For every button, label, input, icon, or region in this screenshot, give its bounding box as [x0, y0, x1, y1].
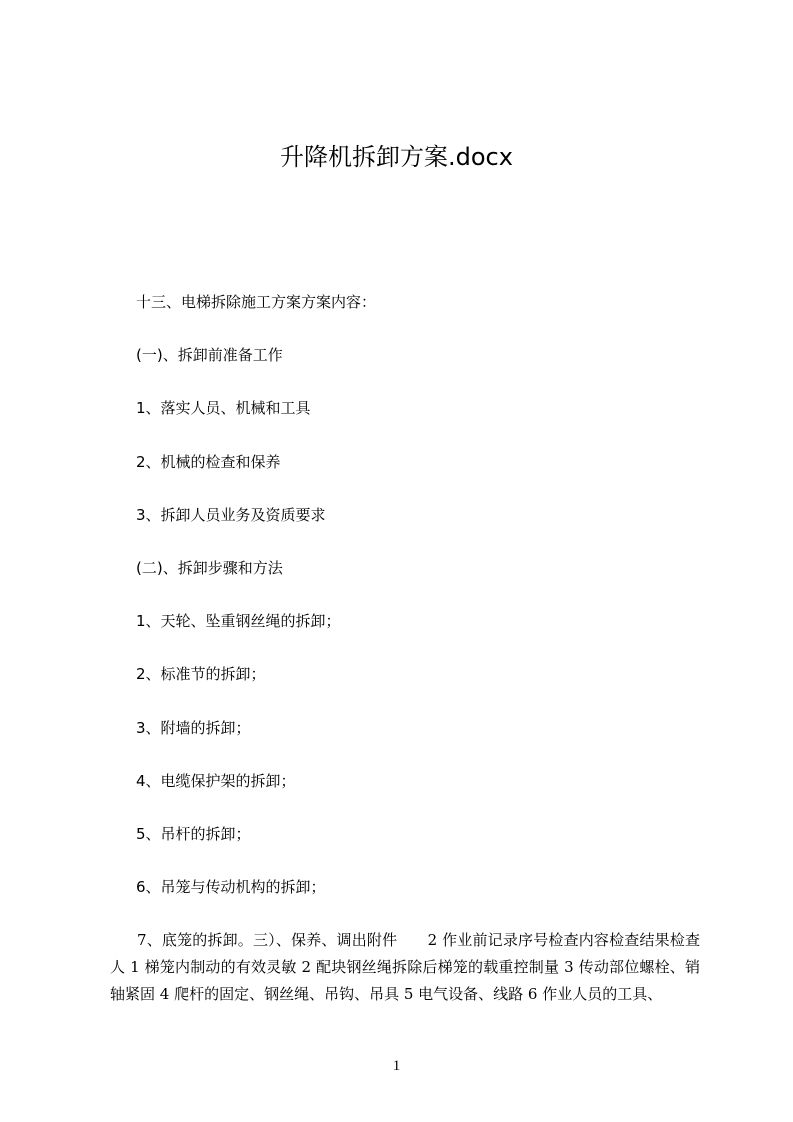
document-title: 升降机拆卸方案.docx [280, 143, 513, 171]
section-heading: 十三、电梯拆除施工方案方案内容： [136, 293, 377, 311]
list-item: 1、天轮、坠重钢丝绳的拆卸； [136, 612, 341, 630]
paragraph-text: 7、底笼的拆卸。三）、保养、调出附件 2 作业前记录序号检查内容检查结果检查人 1 梯笼内制动的有效灵敏 2 配块钢丝绳拆除后梯笼的载重控制量 3 传动部位螺栓、销轴紧固 4 爬杆的固定、钢丝绳、吊钩、吊具 5 电气设备、线路 6 作业人员的工具、 [110, 931, 700, 1003]
list-item: 3、拆卸人员业务及资质要求 [136, 506, 326, 524]
subsection-heading: (二)、拆卸步骤和方法 [136, 559, 283, 577]
subsection-heading: (一)、拆卸前准备工作 [136, 346, 283, 364]
list-item: 6、吊笼与传动机构的拆卸； [136, 878, 326, 896]
list-item: 1、落实人员、机械和工具 [136, 399, 311, 417]
list-item: 2、标准节的拆卸； [136, 665, 266, 683]
body-paragraph [110, 927, 700, 1008]
list-item: 5、吊杆的拆卸； [136, 825, 251, 843]
page-number: 1 [392, 1058, 401, 1074]
list-item: 2、机械的检查和保养 [136, 453, 281, 471]
list-item: 4、电缆保护架的拆卸； [136, 772, 296, 790]
list-item: 3、附墙的拆卸； [136, 719, 251, 737]
